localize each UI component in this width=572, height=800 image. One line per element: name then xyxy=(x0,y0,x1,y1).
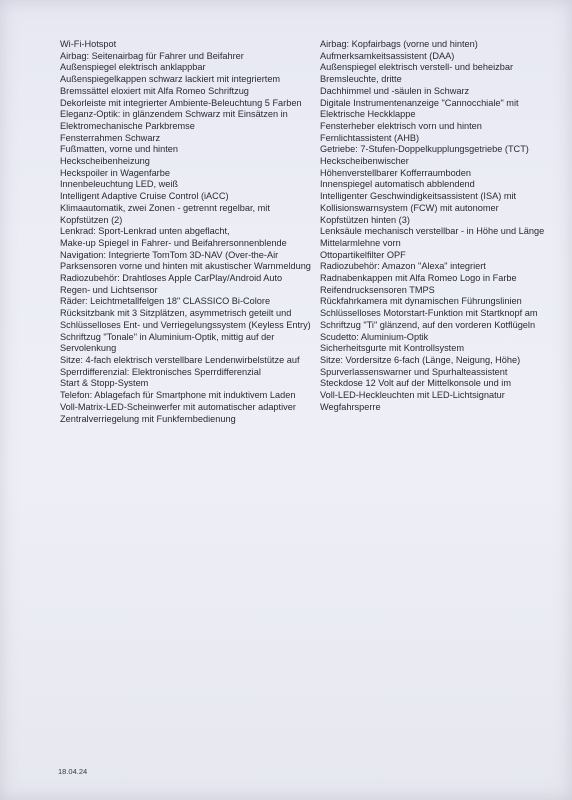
equipment-item: Schriftzug "Ti" glänzend, auf den vorderen Kotflügeln xyxy=(320,319,536,330)
equipment-item: Airbag: Kopfairbags (vorne und hinten) xyxy=(320,39,478,49)
equipment-item: Digitale Instrumentenanzeige "Cannocchiale" mit xyxy=(320,97,519,108)
equipment-item: Mittelarmlehne vorn xyxy=(320,237,401,248)
equipment-item: Ottopartikelfilter OPF xyxy=(320,249,406,260)
equipment-item: Kopfstützen (2) xyxy=(60,214,123,225)
equipment-item: Navigation: Integrierte TomTom 3D-NAV (Over-the-Air xyxy=(60,249,279,260)
equipment-item: Servolenkung xyxy=(60,343,117,354)
equipment-list-left xyxy=(60,39,310,425)
equipment-item: Radnabenkappen mit Alfa Romeo Logo in Farbe xyxy=(320,273,517,284)
equipment-item: Sitze: 4-fach elektrisch verstellbare Lendenwirbelstütze auf xyxy=(60,354,300,365)
equipment-item: Kollisionswarnsystem (FCW) mit autonomer xyxy=(320,202,499,213)
equipment-item: Außenspiegelkappen schwarz lackiert mit integriertem xyxy=(60,74,281,85)
equipment-item: Make-up Spiegel in Fahrer- und Beifahrersonnenblende xyxy=(60,237,287,248)
equipment-item: Dekorleiste mit integrierter Ambiente-Beleuchtung 5 Farben xyxy=(60,97,302,108)
equipment-item: Bremsleuchte, dritte xyxy=(320,74,402,85)
equipment-item: Innenspiegel automatisch abblendend xyxy=(320,179,475,190)
equipment-item: Radiozubehör: Amazon "Alexa" integriert xyxy=(320,261,486,272)
equipment-item: Start & Stopp-System xyxy=(60,378,149,389)
equipment-item: Fensterrahmen Schwarz xyxy=(60,132,161,143)
equipment-item: Schlüsselloses Motorstart-Funktion mit Startknopf am xyxy=(320,308,538,319)
equipment-item: Klimaautomatik, zwei Zonen - getrennt regelbar, mit xyxy=(60,202,270,213)
equipment-item: Heckspoiler in Wagenfarbe xyxy=(60,167,170,178)
equipment-item: Scudetto: Aluminium-Optik xyxy=(320,331,429,342)
equipment-item: Sitze: Vordersitze 6-fach (Länge, Neigung, Höhe) xyxy=(320,354,521,365)
equipment-item: Radiozubehör: Drahtloses Apple CarPlay/Android Auto xyxy=(60,273,283,284)
equipment-item: Intelligent Adaptive Cruise Control (iACC) xyxy=(60,191,229,202)
equipment-item: Rückfahrkamera mit dynamischen Führungslinien xyxy=(320,296,522,307)
equipment-item: Parksensoren vorne und hinten mit akustischer Warnmeldung xyxy=(60,261,311,272)
equipment-item: Schriftzug "Tonale" in Aluminium-Optik, mittig auf der xyxy=(60,331,275,342)
equipment-item: Sperrdifferenzial: Elektronisches Sperrdifferenzial xyxy=(60,366,261,377)
equipment-item: Außenspiegel elektrisch anklappbar xyxy=(60,62,206,73)
equipment-item: Innenbeleuchtung LED, weiß xyxy=(60,179,178,190)
equipment-item: Außenspiegel elektrisch verstell- und beheizbar xyxy=(320,62,514,73)
equipment-item: Reifendrucksensoren TMPS xyxy=(320,284,435,295)
equipment-item: Telefon: Ablagefach für Smartphone mit induktivem Laden xyxy=(60,390,296,401)
equipment-item: Spurverlassenswarner und Spurhalteassistent xyxy=(320,366,508,377)
equipment-item: Voll-LED-Heckleuchten mit LED-Lichtsignatur xyxy=(320,390,505,401)
equipment-item: Aufmerksamkeitsassistent (DAA) xyxy=(320,50,455,61)
equipment-item: Elektromechanische Parkbremse xyxy=(60,120,195,131)
equipment-item: Elektrische Heckklappe xyxy=(320,109,416,120)
equipment-item: Zentralverriegelung mit Funkfernbedienung xyxy=(60,413,236,424)
equipment-item: Getriebe: 7-Stufen-Doppelkupplungsgetriebe (TCT) xyxy=(320,144,529,155)
footer-date: 18.04.24 xyxy=(58,767,88,776)
equipment-item: Intelligenter Geschwindigkeitsassistent (ISA) mit xyxy=(320,191,517,202)
equipment-item: Höhenverstellbarer Kofferraumboden xyxy=(320,167,472,178)
equipment-item: Fußmatten, vorne und hinten xyxy=(60,144,178,155)
equipment-item: Schlüsselloses Ent- und Verriegelungssystem (Keyless Entry) xyxy=(60,319,311,330)
equipment-item: Fensterheber elektrisch vorn und hinten xyxy=(320,120,482,131)
equipment-item: Wi-Fi-Hotspot xyxy=(60,39,117,49)
equipment-item: Fernlichtassistent (AHB) xyxy=(320,132,420,143)
equipment-item: Airbag: Seitenairbag für Fahrer und Beifahrer xyxy=(60,50,244,61)
equipment-item: Sicherheitsgurte mit Kontrollsystem xyxy=(320,343,464,354)
equipment-item: Dachhimmel und -säulen in Schwarz xyxy=(320,85,470,96)
equipment-item: Voll-Matrix-LED-Scheinwerfer mit automatischer adaptiver xyxy=(60,401,296,412)
equipment-item: Steckdose 12 Volt auf der Mittelkonsole und im xyxy=(320,378,512,389)
equipment-list-right xyxy=(320,39,560,414)
equipment-item: Räder: Leichtmetallfelgen 18" CLASSICO Bi-Colore xyxy=(60,296,271,307)
equipment-item: Lenksäule mechanisch verstellbar - in Höhe und Länge xyxy=(320,226,545,237)
equipment-item: Wegfahrsperre xyxy=(320,401,381,412)
equipment-item: Eleganz-Optik: in glänzendem Schwarz mit Einsätzen in xyxy=(60,109,288,120)
equipment-item: Heckscheibenwischer xyxy=(320,156,409,167)
equipment-item: Heckscheibenheizung xyxy=(60,156,150,167)
equipment-item: Bremssättel eloxiert mit Alfa Romeo Schriftzug xyxy=(60,85,249,96)
equipment-item: Lenkrad: Sport-Lenkrad unten abgeflacht, xyxy=(60,226,230,237)
equipment-item: Regen- und Lichtsensor xyxy=(60,284,158,295)
equipment-item: Rücksitzbank mit 3 Sitzplätzen, asymmetrisch geteilt und xyxy=(60,308,292,319)
equipment-item: Kopfstützen hinten (3) xyxy=(320,214,410,225)
